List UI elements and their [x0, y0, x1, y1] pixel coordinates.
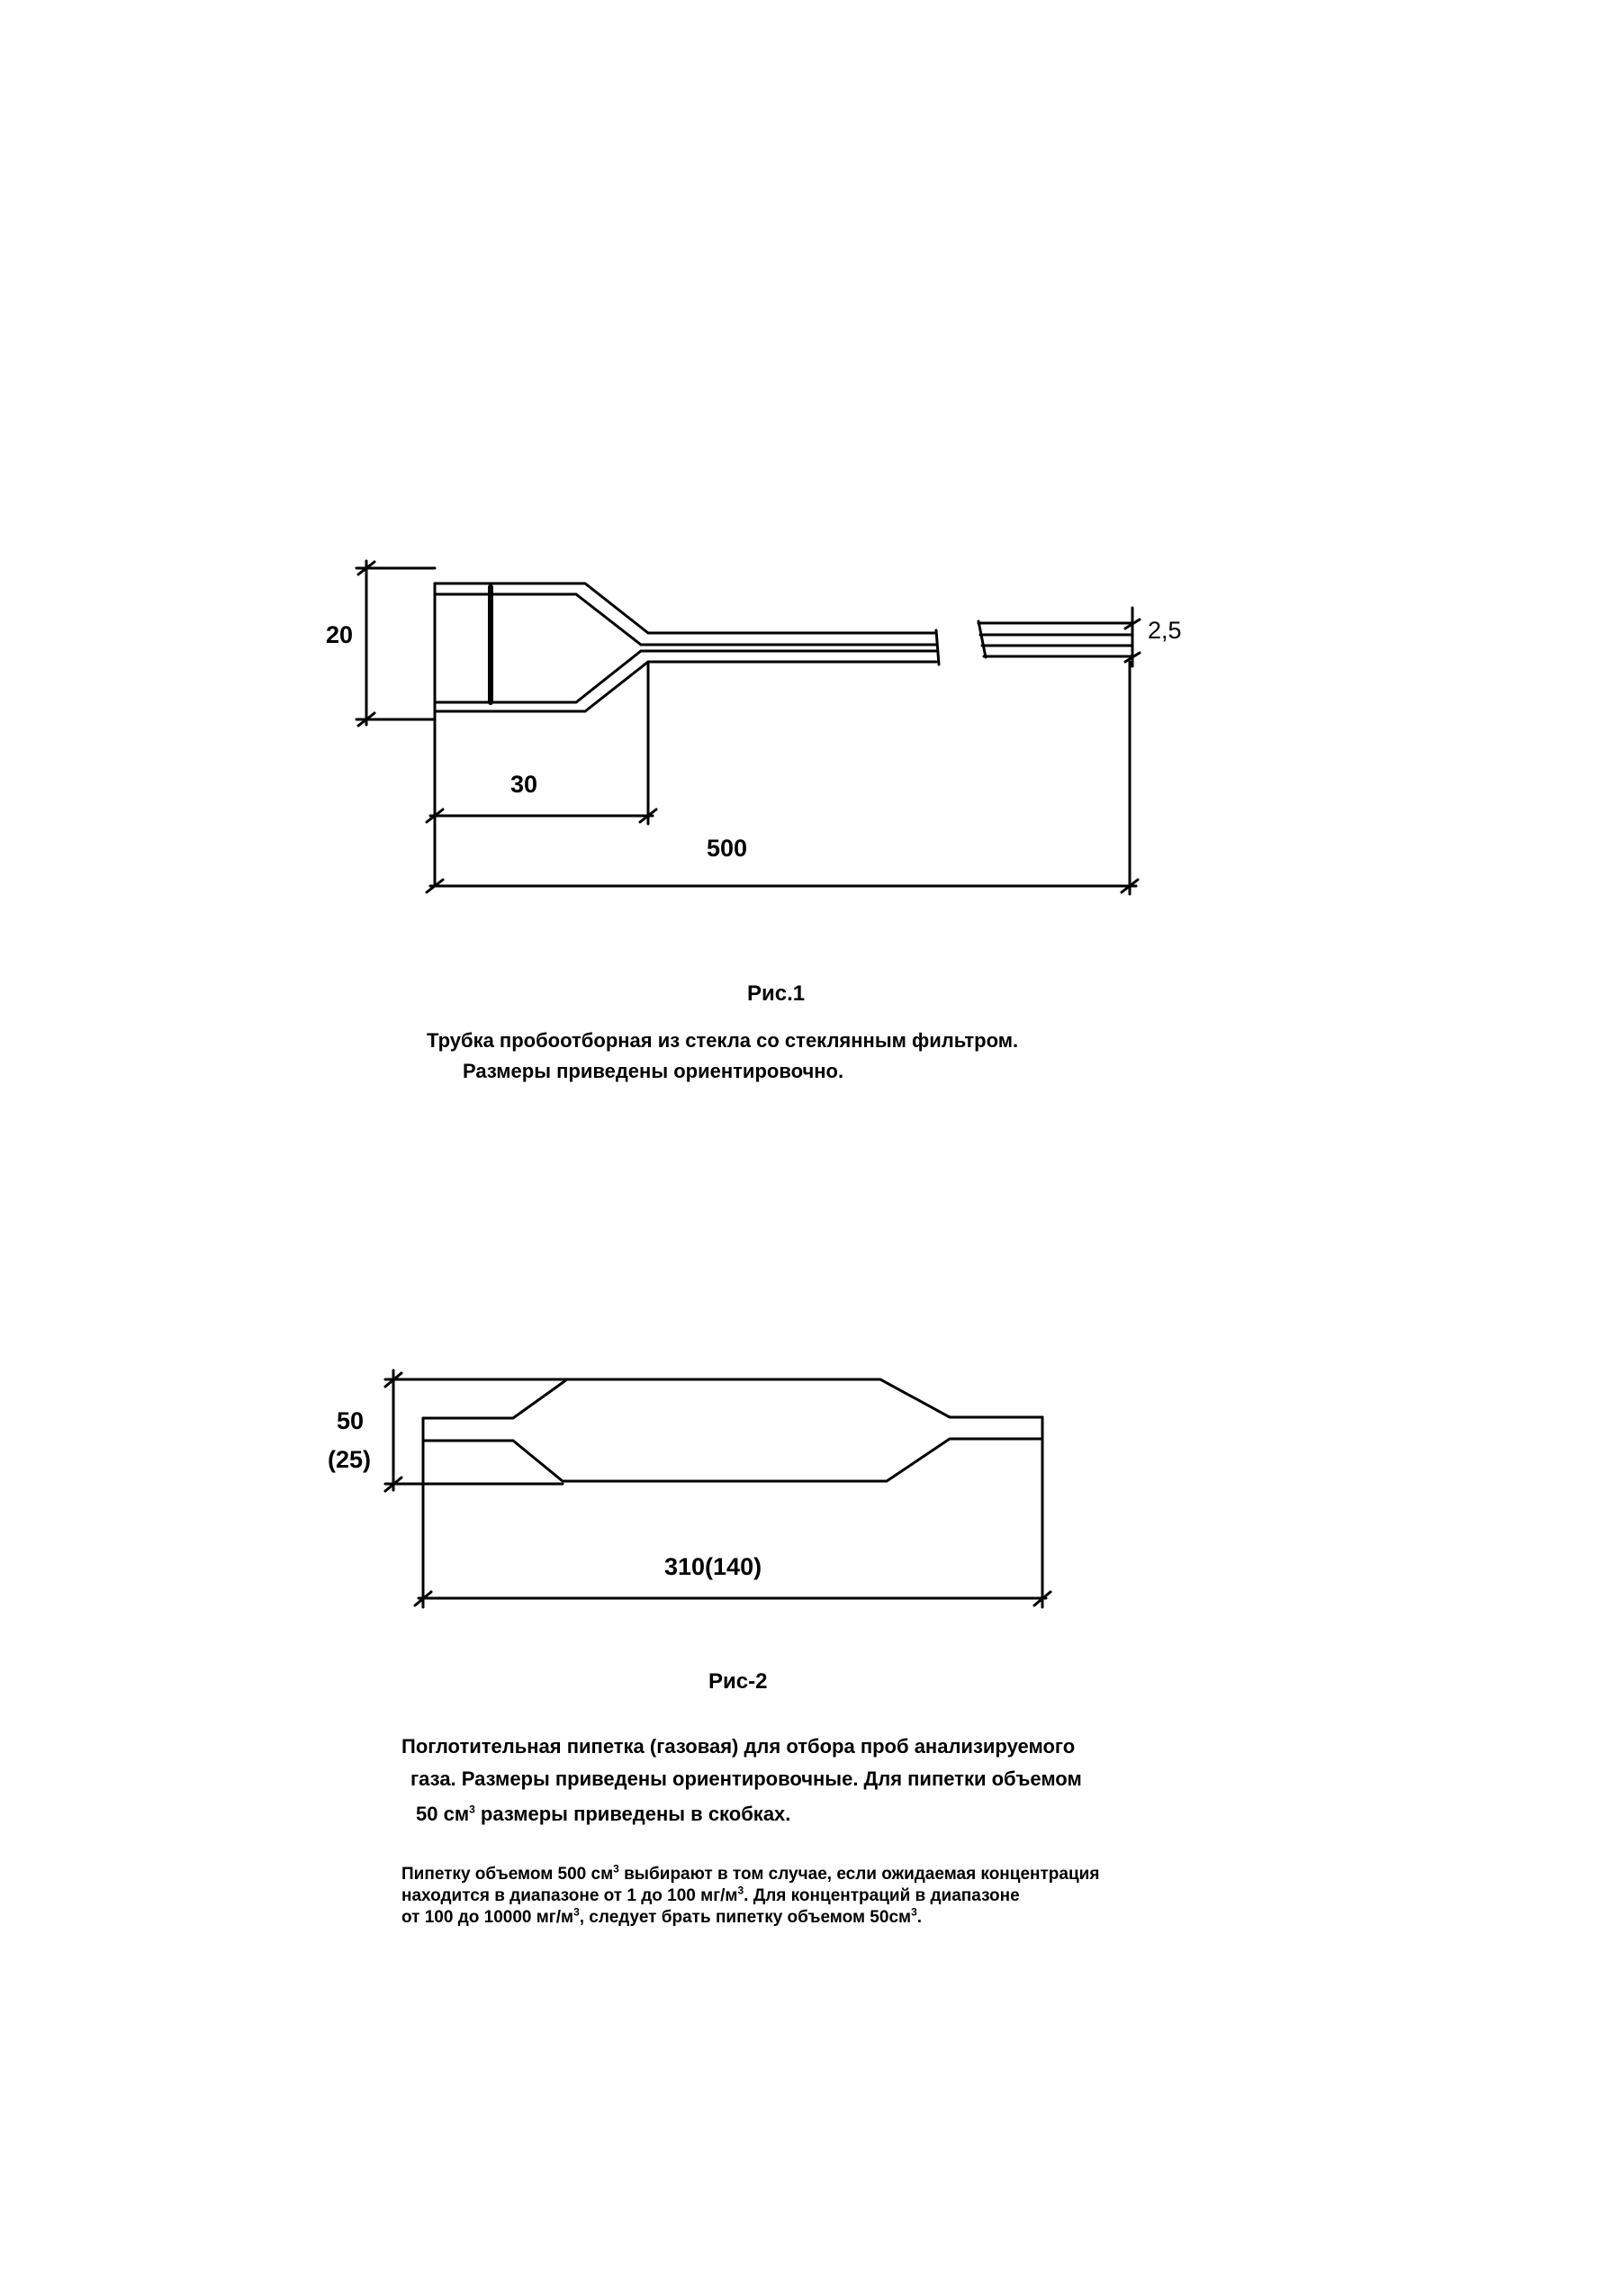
- fig2-body-top: [423, 1379, 1042, 1418]
- note-line2-a: находится в диапазоне от 1 до 100 мг/м: [401, 1886, 738, 1905]
- note-line3-c: .: [916, 1908, 923, 1927]
- fig2-caption-line3-sup: 3: [469, 1803, 475, 1816]
- fig1-dim-500: 500: [707, 835, 748, 862]
- fig2-caption-line3: [416, 1796, 790, 1832]
- note-line1-sup: 3: [613, 1862, 619, 1876]
- fig1-dim-2-5: 2,5: [1148, 617, 1182, 644]
- fig2-caption-line1: Поглотительная пипетка (газовая) для отбора проб анализируемого: [401, 1735, 1076, 1758]
- note-line2-b: . Для концентраций в диапазоне: [744, 1886, 1020, 1905]
- note-line1-a: Пипетку объемом 500 см: [401, 1865, 614, 1884]
- note-line3: [401, 1907, 1266, 1929]
- note-line1: [401, 1864, 1266, 1885]
- note-line2-sup: 3: [737, 1884, 744, 1897]
- note-line3-sup: 3: [573, 1905, 580, 1919]
- note-line1-b: выбирают в том случае, если ожидаемая концентрация: [618, 1865, 1100, 1884]
- fig2-caption-line2: газа. Размеры приведены ориентировочные. Для пипетки объемом: [410, 1767, 1082, 1790]
- fig2-dim-25: (25): [328, 1446, 372, 1473]
- fig1-dim-20: 20: [326, 621, 354, 648]
- fig1-caption-line1: Трубка пробоотборная из стекла со стеклянным фильтром.: [427, 1029, 1019, 1052]
- fig2-dim-50: 50: [337, 1407, 365, 1434]
- note-line2: [401, 1885, 1266, 1907]
- fig1-dim-30: 30: [510, 771, 538, 798]
- note-line3-sup2: 3: [911, 1905, 917, 1919]
- note-line3-a: от 100 до 10000 мг/м: [401, 1908, 574, 1927]
- fig2-caption-line3-b: размеры приведены в скобках.: [474, 1803, 791, 1825]
- fig2-caption-line3-a: 50 см: [416, 1803, 470, 1825]
- fig2-body-bottom: [423, 1439, 1042, 1481]
- note-block: [401, 1864, 1266, 1929]
- fig2-dim-310: 310(140): [664, 1553, 762, 1580]
- fig1-label: Рис.1: [747, 981, 806, 1006]
- note-line3-b: , следует брать пипетку объемом 50см: [579, 1908, 912, 1927]
- fig1-caption-line2: Размеры приведены ориентировочно.: [463, 1060, 844, 1082]
- fig2-label: Рис-2: [708, 1669, 768, 1694]
